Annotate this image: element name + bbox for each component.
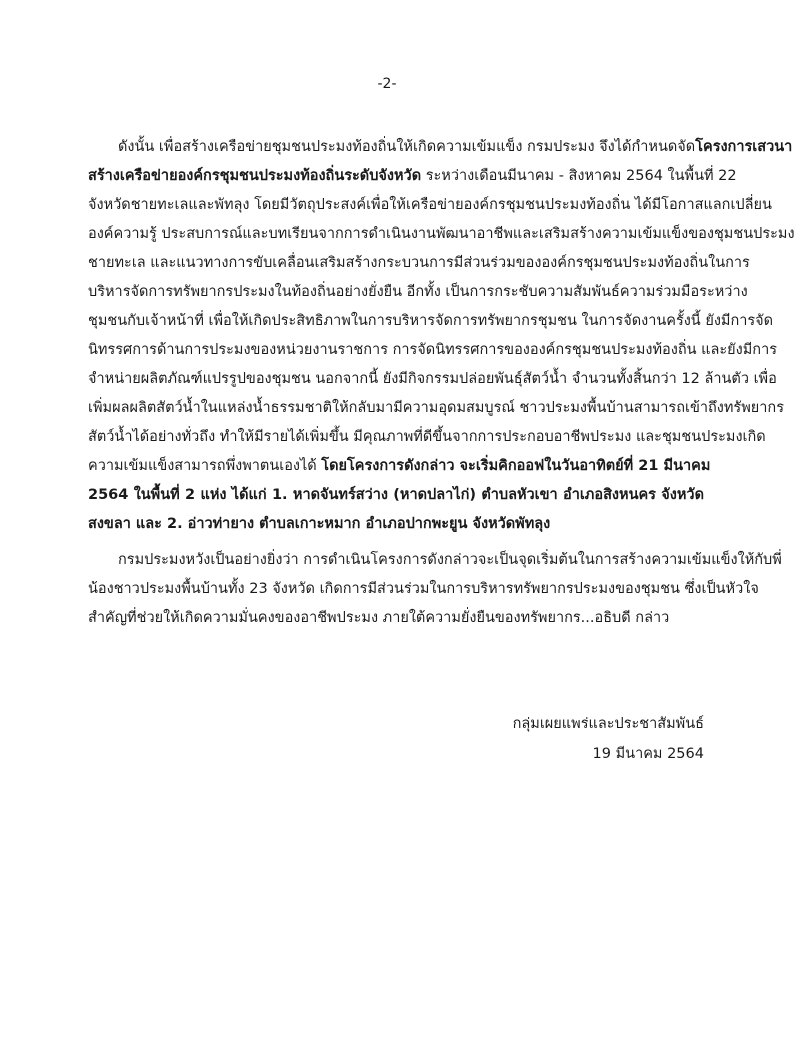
text-segment: กรมประมงหวังเป็นอย่างยิ่งว่า การดำเนินโครงการดังกล่าวจะเป็นจุดเริ่มต้นในการสร้างความเข้มแข็งให้กับพี่ — [118, 552, 782, 568]
text-segment: สัตว์น้ำได้อย่างทั่วถึง ทำให้มีรายได้เพิ่มขึ้น มีคุณภาพที่ดีขึ้นจากการประกอบอาชีพประมง และชุมชนประมงเกิด — [88, 429, 766, 445]
text-line — [88, 133, 793, 162]
bold-text-segment: โดยโครงการดังกล่าว จะเริ่มคิกออฟในวันอาทิตย์ที่ 21 มีนาคม — [321, 458, 711, 474]
text-line — [88, 365, 777, 394]
paragraph-2 — [88, 546, 782, 633]
text-line — [88, 336, 778, 365]
text-line — [88, 278, 748, 307]
text-segment: ดังนั้น เพื่อสร้างเครือข่ายชุมชนประมงท้องถิ่นให้เกิดความเข้มแข็ง กรมประมง จึงได้กำหนดจัด — [118, 139, 696, 155]
text-segment: ชายทะเล และแนวทางการขับเคลื่อนเสริมสร้างกระบวนการมีส่วนร่วมขององค์กรชุมชนประมงท้องถิ่นในการ — [88, 255, 750, 271]
text-segment: นิทรรศการด้านการประมงของหน่วยงานราชการ การจัดนิทรรศการขององค์กรชุมชนประมงท้องถิ่น และยังมีการ — [88, 342, 778, 358]
text-line — [88, 191, 772, 220]
text-segment: จำหน่ายผลิตภัณฑ์แปรรูปของชุมชน นอกจากนี้ ยังมีกิจกรรมปล่อยพันธุ์สัตว์น้ำ จำนวนทั้งสิ้นกว่า 12 ล้านตัว เพื่อ — [88, 371, 777, 387]
text-line — [88, 452, 711, 481]
text-line — [88, 604, 704, 633]
bold-text-segment: 2564 ในพื้นที่ 2 แห่ง ได้แก่ 1. หาดจันทร์สว่าง (หาดปลาไก่) ตำบลหัวเขา อำเภอสิงหนคร จังหวัด — [88, 487, 704, 503]
text-line — [88, 162, 737, 191]
text-line — [88, 220, 795, 249]
paragraph-1 — [88, 133, 795, 539]
text-segment: ชุมชนกับเจ้าหน้าที่ เพื่อให้เกิดประสิทธิภาพในการบริหารจัดการทรัพยากรชุมชน ในการจัดงานครั้งนี้ ยังมีการจัด — [88, 313, 774, 329]
text-line — [88, 510, 704, 539]
bold-text-segment: สร้างเครือข่ายองค์กรชุมชนประมงท้องถิ่นระดับจังหวัด — [88, 168, 422, 184]
text-segment: องค์ความรู้ ประสบการณ์และบทเรียนจากการดำเนินงานพัฒนาอาชีพและเสริมสร้างความเข้มแข็งของชุมชนประมง — [88, 226, 795, 242]
text-line — [88, 249, 750, 278]
text-segment: ความเข้มแข็งสามารถพึ่งพาตนเองได้ — [88, 458, 322, 474]
text-line — [88, 546, 782, 575]
text-segment: น้องชาวประมงพื้นบ้านทั้ง 23 จังหวัด เกิดการมีส่วนร่วมในการบริหารทรัพยากรประมงของชุมชน ซึ่งเป็นหัวใจ — [88, 581, 759, 597]
page-number: -2- — [377, 76, 397, 92]
text-segment: สำคัญที่ช่วยให้เกิดความมั่นคงของอาชีพประมง ภายใต้ความยั่งยืนของทรัพยากร...อธิบดี กล่าว — [88, 610, 670, 626]
text-line — [88, 394, 784, 423]
text-segment: เพิ่มผลผลิตสัตว์น้ำในแหล่งน้ำธรรมชาติให้กลับมามีความอุดมสมบูรณ์ ชาวประมงพื้นบ้านสามารถเข้าถึงทรัพยากร — [88, 400, 784, 416]
bold-text-segment: โครงการเสวนา — [695, 139, 793, 155]
text-segment: จังหวัดชายทะเลและพัทลุง โดยมีวัตถุประสงค์เพื่อให้เครือข่ายองค์กรชุมชนประมงท้องถิ่น ได้มีโอกาสแลกเปลี่ยน — [88, 197, 772, 213]
text-segment: บริหารจัดการทรัพยากรประมงในท้องถิ่นอย่างยั่งยืน อีกทั้ง เป็นการกระชับความสัมพันธ์ความร่วมมือระหว่าง — [88, 284, 748, 300]
text-segment: ระหว่างเดือนมีนาคม - สิงหาคม 2564 ในพื้นที่ 22 — [421, 168, 737, 184]
bold-text-segment: สงขลา และ 2. อ่าวท่ายาง ตำบลเกาะหมาก อำเภอปากพะยูน จังหวัดพัทลุง — [88, 516, 551, 532]
text-line — [88, 423, 766, 452]
text-line — [88, 307, 774, 336]
text-line — [88, 575, 759, 604]
signature-date: 19 มีนาคม 2564 — [592, 746, 704, 762]
text-line — [88, 481, 704, 510]
signature-department: กลุ่มเผยแพร่และประชาสัมพันธ์ — [512, 716, 704, 732]
